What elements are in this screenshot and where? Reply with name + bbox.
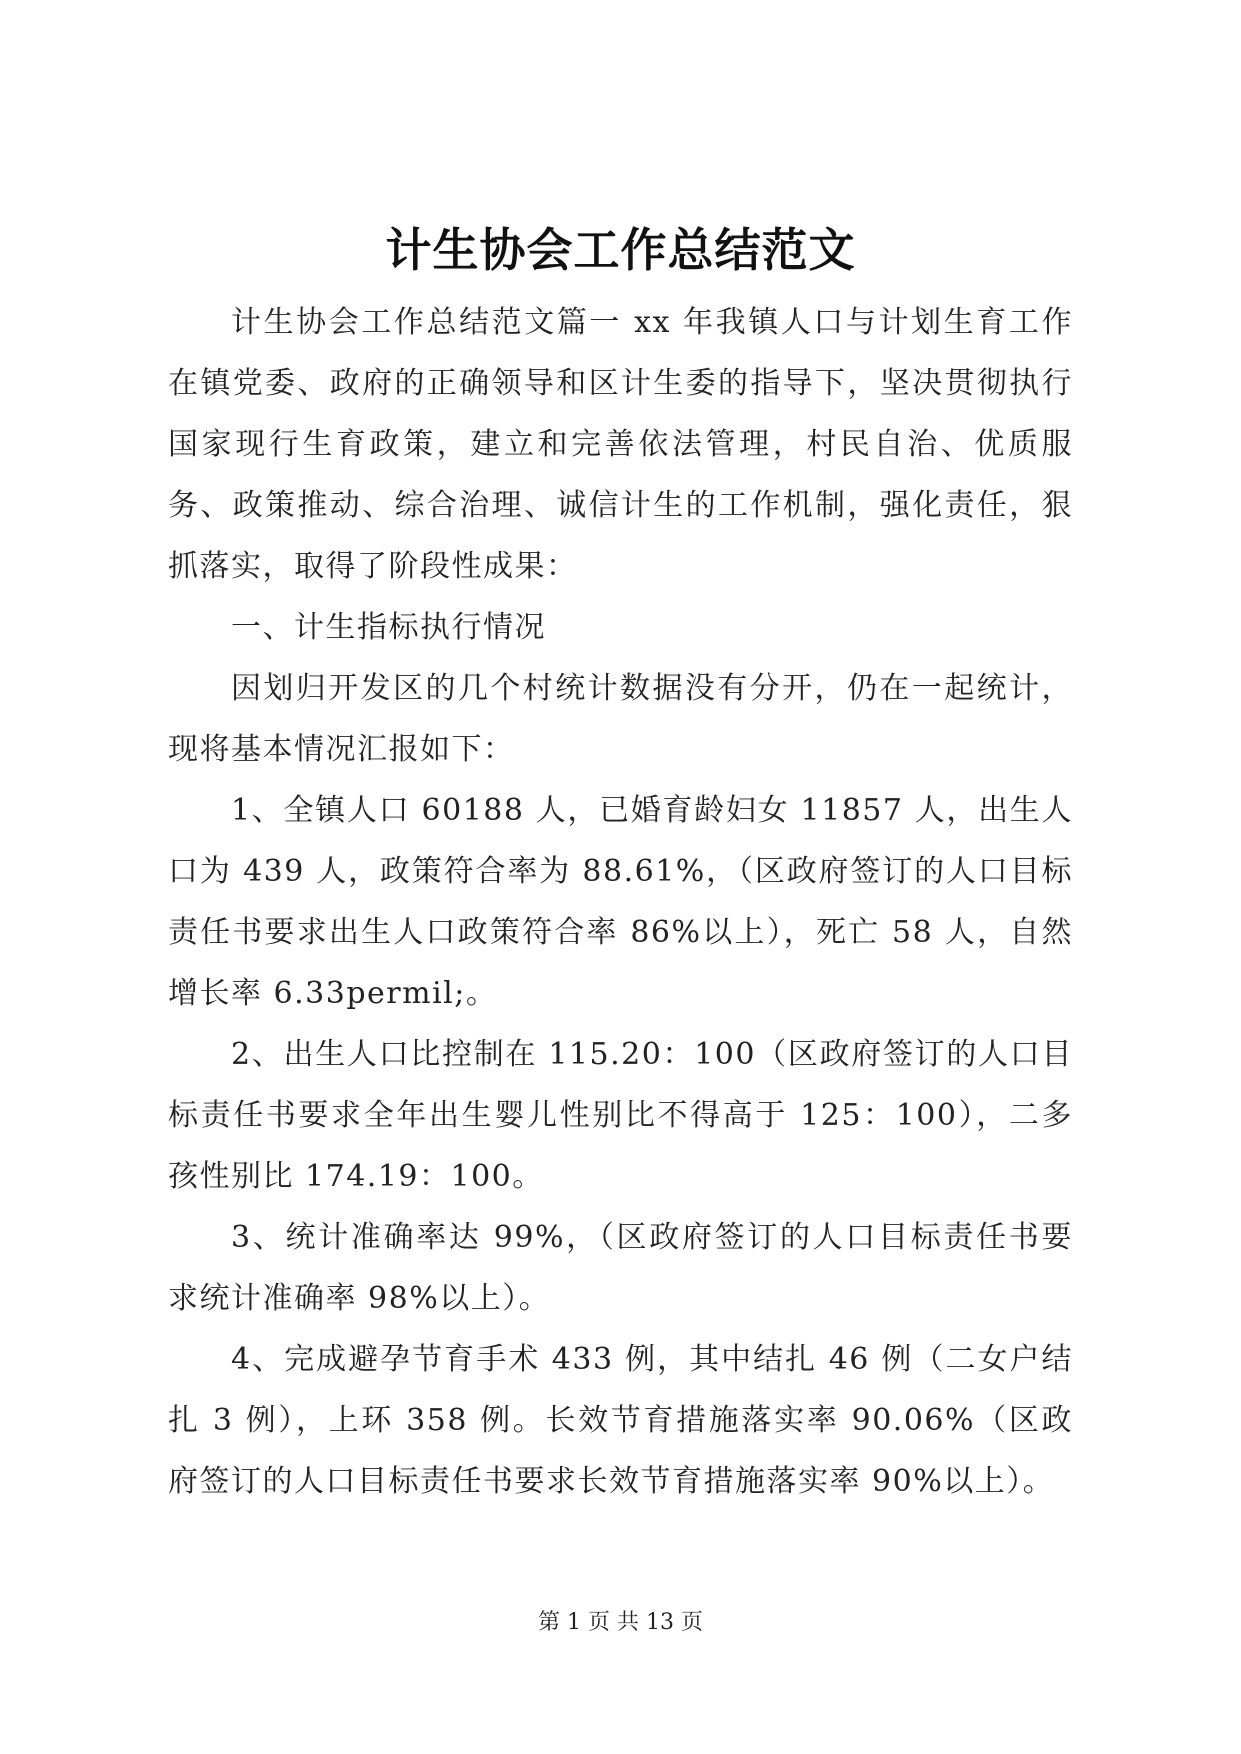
paragraph-item-1: 1、全镇人口 60188 人，已婚育龄妇女 11857 人，出生人口为 439 人，政策符合率为 88.61%，（区政府签订的人口目标责任书要求出生人口政策符合率 86%以上），死亡 58 人，自然增长率 6.33permil;。 [168, 793, 1073, 1011]
paragraph-intro: 计生协会工作总结范文篇一 xx 年我镇人口与计划生育工作在镇党委、政府的正确领导和区计生委的指导下，坚决贯彻执行国家现行生育政策，建立和完善依法管理，村民自治、优质服务、政策推动、综合治理、诚信计生的工作机制，强化责任，狠抓落实，取得了阶段性成果： [168, 305, 1073, 584]
paragraph-statistics-note: 因划归开发区的几个村统计数据没有分开，仍在一起统计，现将基本情况汇报如下： [168, 671, 1073, 767]
page-number-footer: 第 1 页 共 13 页 [538, 1610, 703, 1635]
paragraph-section-heading: 一、计生指标执行情况 [231, 610, 546, 645]
paragraph-item-4: 4、完成避孕节育手术 433 例，其中结扎 46 例（二女户结扎 3 例），上环 358 例。长效节育措施落实率 90.06%（区政府签订的人口目标责任书要求长效节育措施落实率 90%以上）。 [168, 1342, 1073, 1499]
paragraph-item-3: 3、统计准确率达 99%，（区政府签订的人口目标责任书要求统计准确率 98%以上）。 [168, 1220, 1073, 1316]
document-title: 计生协会工作总结范文 [385, 223, 856, 277]
document-body [168, 292, 1073, 1512]
paragraph-item-2: 2、出生人口比控制在 115.20：100（区政府签订的人口目标责任书要求全年出生婴儿性别比不得高于 125：100），二多孩性别比 174.19：100。 [168, 1037, 1073, 1194]
